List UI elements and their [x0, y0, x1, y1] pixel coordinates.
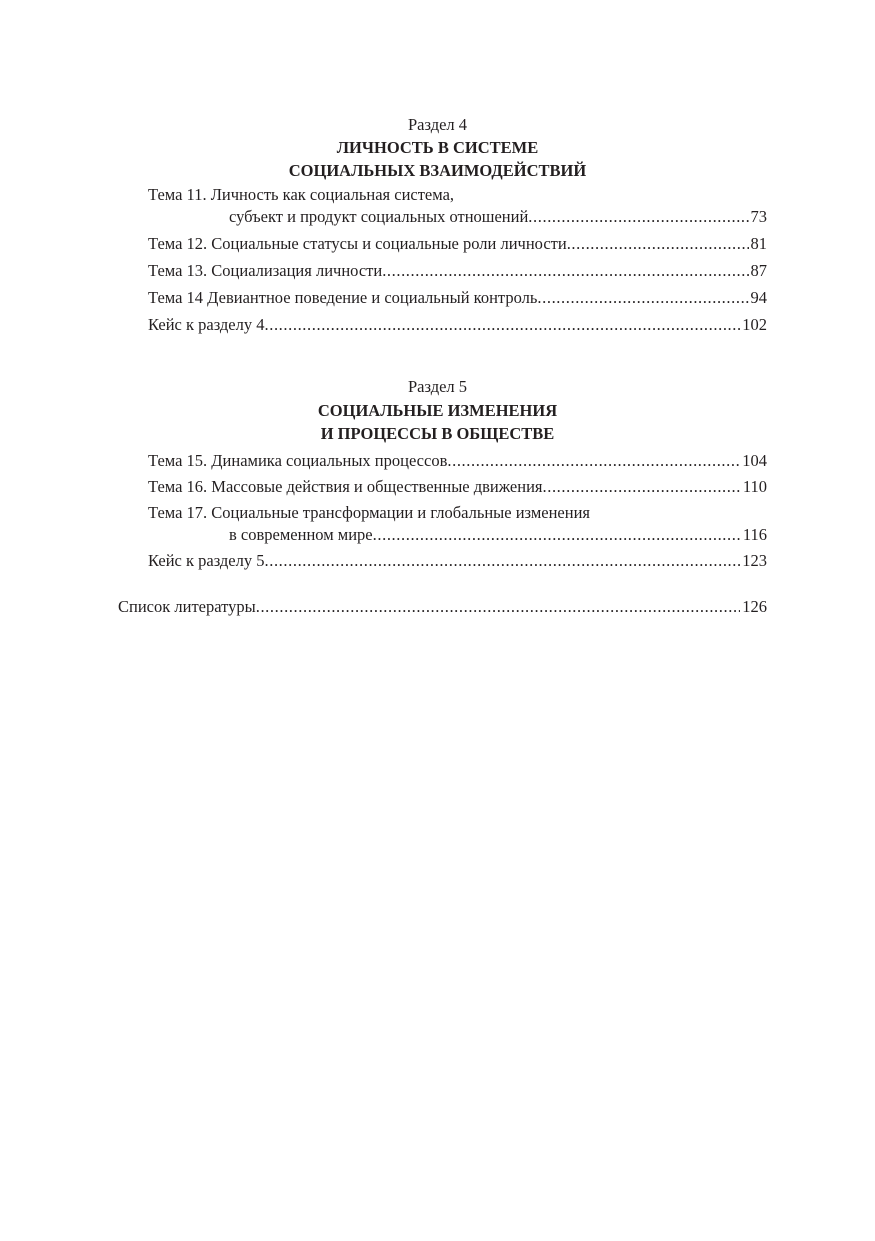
toc-entry-topic-15[interactable]	[148, 448, 767, 474]
dot-leader	[382, 258, 748, 284]
toc-entry-topic-17-line-1: Тема 17. Социальные трансформации и глобальные изменения	[148, 503, 590, 522]
toc-page-number: 73	[750, 207, 767, 226]
toc-entry-text: Кейс к разделу 5	[148, 551, 265, 570]
toc-entry-bibliography[interactable]	[118, 594, 767, 620]
dot-leader	[265, 312, 741, 338]
toc-entry-text: субъект и продукт социальных отношений	[229, 207, 529, 226]
toc-entry-text: Тема 16. Массовые действия и общественные движения	[148, 477, 543, 496]
dot-leader	[543, 474, 741, 500]
toc-page-number: 126	[742, 597, 767, 616]
toc-entry-topic-11[interactable]	[229, 204, 767, 230]
section-4-title-line-2: СОЦИАЛЬНЫХ ВЗАИМОДЕЙСТВИЙ	[288, 161, 587, 180]
toc-entry-text: в современном мире	[229, 525, 373, 544]
toc-entry-topic-11-line-1: Тема 11. Личность как социальная система,	[148, 185, 455, 204]
toc-entry-case-5[interactable]	[148, 548, 767, 574]
dot-leader	[373, 522, 741, 548]
toc-entry-topic-12[interactable]	[148, 231, 767, 257]
dot-leader	[447, 448, 740, 474]
section-5-title-line-1: СОЦИАЛЬНЫЕ ИЗМЕНЕНИЯ	[317, 401, 558, 420]
section-4-title-line-1: ЛИЧНОСТЬ В СИСТЕМЕ	[336, 138, 539, 157]
toc-entry-topic-13[interactable]	[148, 258, 767, 284]
dot-leader	[256, 594, 741, 620]
toc-entry-topic-16[interactable]	[148, 474, 767, 500]
toc-page-number: 102	[742, 315, 767, 334]
toc-entry-case-4[interactable]	[148, 312, 767, 338]
toc-entry-text: Кейс к разделу 4	[148, 315, 265, 334]
toc-entry-topic-17[interactable]	[229, 522, 767, 548]
toc-page-number: 81	[750, 234, 767, 253]
toc-entry-text: Тема 12. Социальные статусы и социальные роли личности	[148, 234, 567, 253]
section-5-title-line-2: И ПРОЦЕССЫ В ОБЩЕСТВЕ	[320, 424, 555, 443]
dot-leader	[528, 204, 748, 230]
toc-entry-topic-14[interactable]	[148, 285, 767, 311]
dot-leader	[265, 548, 741, 574]
toc-entry-text: Тема 14 Девиантное поведение и социальный контроль	[148, 288, 538, 307]
section-5-label: Раздел 5	[407, 377, 468, 396]
toc-page-number: 123	[742, 551, 767, 570]
toc-entry-text: Тема 13. Социализация личности	[148, 261, 383, 280]
section-4-label: Раздел 4	[407, 115, 468, 134]
toc-page-number: 116	[742, 525, 767, 544]
toc-entry-text: Список литературы	[118, 597, 256, 616]
toc-entry-text: Тема 15. Динамика социальных процессов	[148, 451, 448, 470]
toc-page-number: 110	[742, 477, 767, 496]
dot-leader	[537, 285, 748, 311]
toc-page-number: 94	[750, 288, 767, 307]
toc-page-number: 104	[742, 451, 767, 470]
toc-page-number: 87	[750, 261, 767, 280]
dot-leader	[567, 231, 749, 257]
